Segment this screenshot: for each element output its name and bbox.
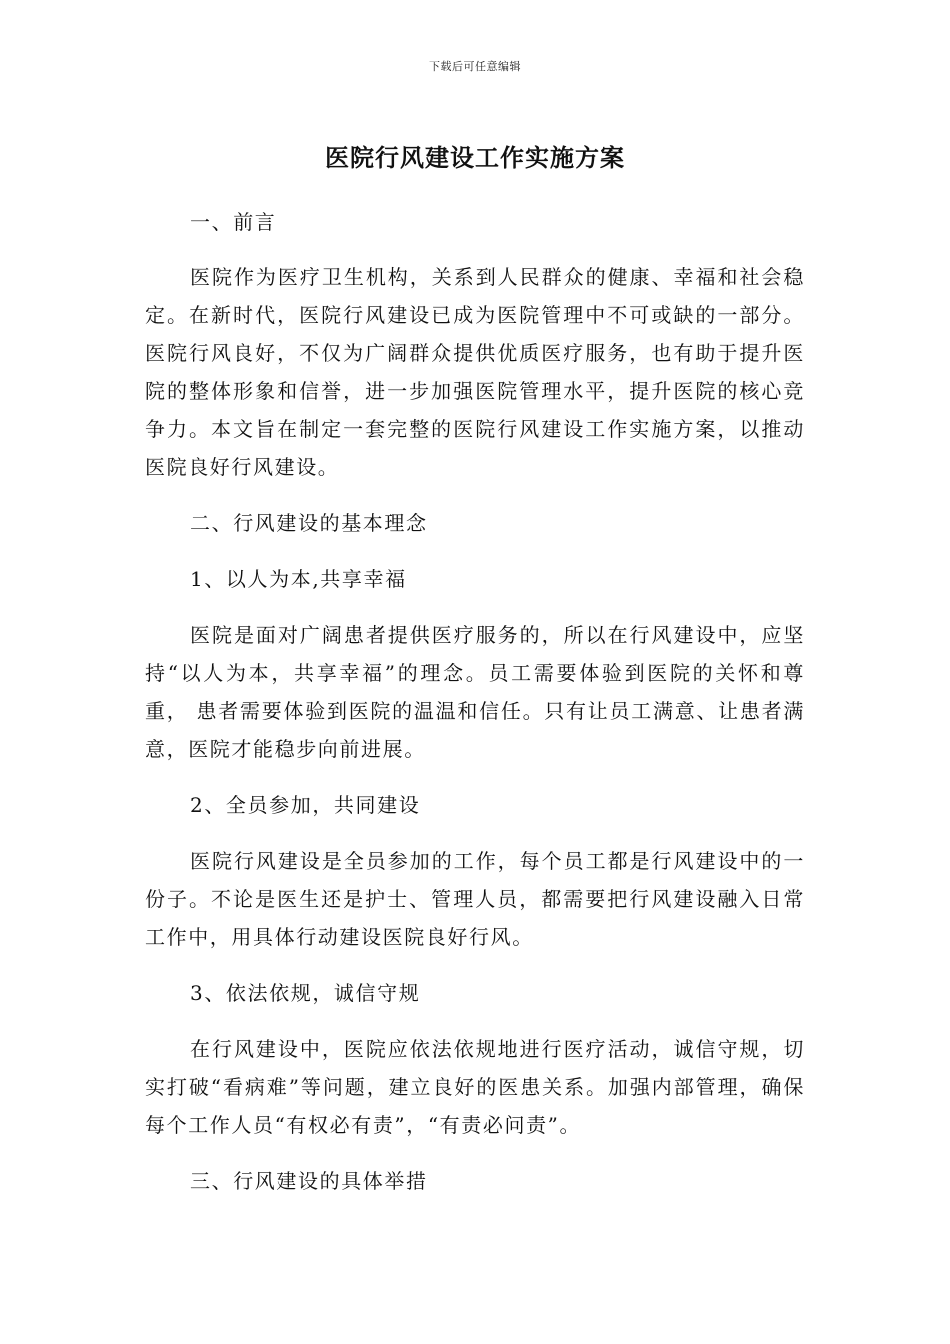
document-body <box>145 203 805 1200</box>
subsection-heading-full-participation: 2、全员参加，共同建设 <box>190 793 421 817</box>
paragraph-full-participation: 医院行风建设是全员参加的工作，每个员工都是行风建设中的一份子。不论是医生还是护士、管理人员，都需要把行风建设融入日常工作中，用具体行动建设医院良好行风。 <box>145 849 805 949</box>
paragraph-people-oriented: 医院是面对广阔患者提供医疗服务的，所以在行风建设中，应坚持“以人为本，共享幸福”的理念。员工需要体验到医院的关怀和尊重， 患者需要体验到医院的温温和信任。只有让员工满意、让患者满意，医院才能稳步向前进展。 <box>145 623 805 761</box>
section-heading-measures: 三、行风建设的具体举措 <box>190 1169 428 1193</box>
paragraph-preface: 医院作为医疗卫生机构，关系到人民群众的健康、幸福和社会稳定。在新时代，医院行风建设已成为医院管理中不可或缺的一部分。医院行风良好，不仅为广阔群众提供优质医疗服务，也有助于提升医院的整体形象和信誉，进一步加强医院管理水平，提升医院的核心竞争力。本文旨在制定一套完整的医院行风建设工作实施方案，以推动医院良好行风建设。 <box>145 265 805 479</box>
paragraph-law-compliance: 在行风建设中，医院应依法依规地进行医疗活动，诚信守规，切实打破“看病难”等问题，建立良好的医患关系。加强内部管理，确保每个工作人员“有权必有责”，“有责必问责”。 <box>145 1037 805 1137</box>
subsection-heading-law-compliance: 3、依法依规，诚信守规 <box>190 981 421 1005</box>
section-heading-concepts: 二、行风建设的基本理念 <box>190 511 428 535</box>
page-title: 医院行风建设工作实施方案 <box>325 144 625 172</box>
header-note: 下载后可任意编辑 <box>429 60 521 73</box>
section-heading-preface: 一、前言 <box>190 210 277 234</box>
subsection-heading-people-oriented: 1、以人为本,共享幸福 <box>190 567 407 591</box>
